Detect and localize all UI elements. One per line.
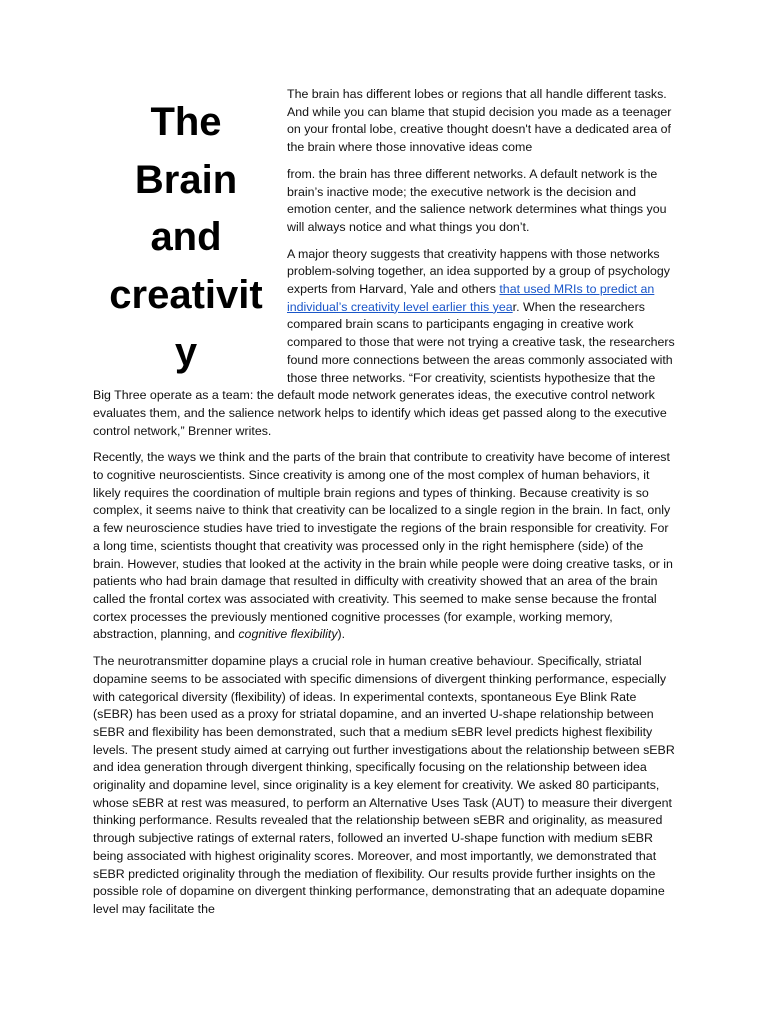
title-line: and [150,215,222,259]
paragraph-networks-text: A major theory suggests that creativity happens with those networks problem-solving together, an idea supported by a group of psychology experts from Harvard, Yale and others [287,246,670,297]
paragraph-neuroscience [93,449,675,644]
paragraph-intro-b: from. the brain has three different networks. A default network is the brain’s inactive mode; the executive network is the decision and emotion center, and the salience network determines what things you will always notice and what things you don’t. [287,166,667,234]
cognitive-flexibility-term: cognitive flexibility [238,627,338,642]
paragraph-neuroscience-text: Recently, the ways we think and the parts of the brain that contribute to creativity have become of interest to cognitive neuroscientists. Since creativity is among one of the most complex of human behaviors, it likely requires the coordination of multiple brain regions and types of thinking. Because creativity is so complex, it seems naive to think that creativity can be localized to a single region in the brain. In fact, only a few neuroscience studies have tried to investigate the regions of the brain responsible for creativity. For a long time, scientists thought that creativity was processed only in the right hemisphere (side) of the brain. However, studies that looked at the activity in the brain while people were doing creative tasks, or in patients who had brain damage that resulted in difficulty with creativity showed that an area of the brain called the frontal cortex was associated with creativity. This seemed to make sense because the frontal cortex processes the previously mentioned cognitive processes (for example, working memory, abstraction, planning, and [93,450,673,642]
paragraph-intro-a: The brain has different lobes or regions that all handle different tasks. And while you can blame that stupid decision you made as a teenager on your frontal lobe, creative thought doesn't have a dedicated area of the brain where those innovative ideas come [287,87,672,155]
page-title [93,94,279,382]
paragraph-neuroscience-end: ). [337,627,346,642]
mri-study-link[interactable]: that used MRIs to predict an individual’s creativity level earlier this yea [287,282,655,314]
title-line: Brain [134,157,238,202]
paragraph-networks-text-cont: r. When the researchers compared brain scans to participants engaging in creative work compared to those that were not trying a creative task, the researchers found more connections between the areas commonly associated with those three networks. “For creativity, scientists hypothesize that the Big Three operate as a team: the default mode network generates ideas, the executive control network evaluates them, and the salience network helps to identify which ideas get passed along to the executive control network,” Brenner writes. [93,299,675,438]
title-line: creativit [109,272,263,317]
title-line: y [174,330,198,374]
paragraph-dopamine: The neurotransmitter dopamine plays a crucial role in human creative behaviour. Specifically, striatal dopamine seems to be associated with specific dimensions of divergent thinking performance, especially with categorical diversity (flexibility) of ideas. In experimental contexts, spontaneous Eye Blink Rate (sEBR) has been used as a proxy for striatal dopamine, and an inverted U-shape relationship between sEBR and flexibility has been demonstrated, such that a medium sEBR level predicts highest flexibility levels. The present study aimed at carrying out further investigations about the relationship between sEBR and idea generation through divergent thinking, specifically focusing on the relationship between idea originality and dopamine level, since originality is a key element for creativity. We asked 80 participants, whose sEBR at rest was measured, to perform an Alternative Uses Task (AUT) to measure their divergent thinking performance. Results revealed that the relationship between sEBR and originality, as measured through subjective ratings of external raters, followed an inverted U-shape function with medium sEBR being associated with highest originality scores. Moreover, and most importantly, we demonstrated that sEBR predicted originality through the mediation of flexibility. Our results provide further insights on the possible role of dopamine on divergent thinking performance, demonstrating that an adequate dopamine level may facilitate the [93,654,675,916]
title-line: The [150,100,222,144]
document-body [93,86,675,928]
